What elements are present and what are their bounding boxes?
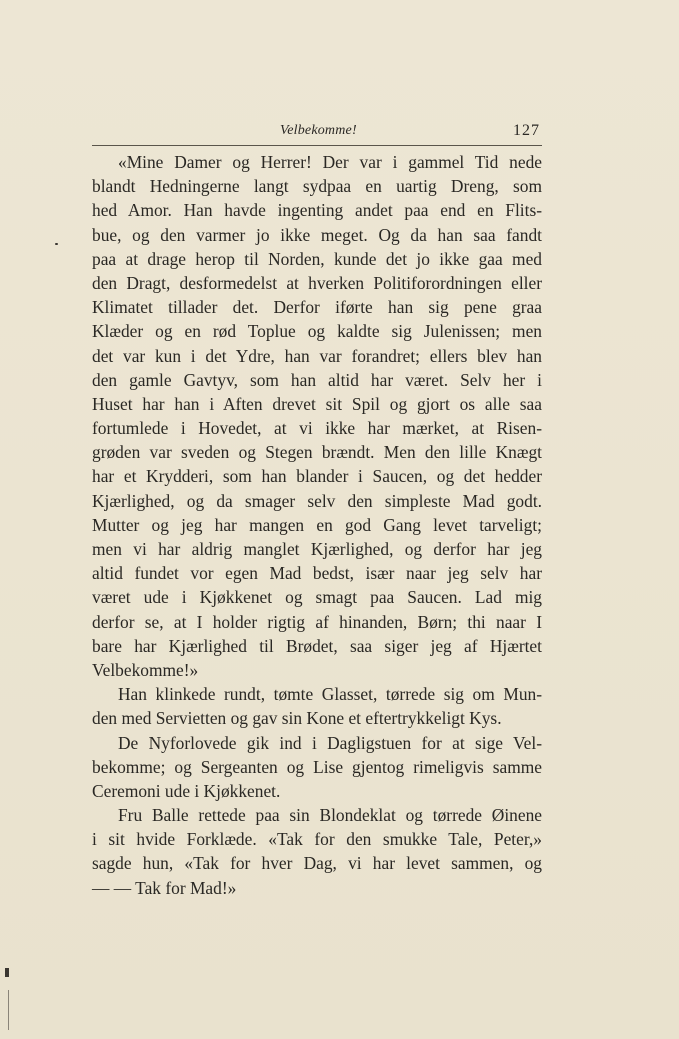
text-line: været ude i Kjøkkenet og smagt paa Saucen. Lad mig — [92, 587, 542, 608]
running-head — [92, 121, 542, 146]
text-line: den gamle Gavtyv, som han altid har været. Selv her i — [92, 369, 542, 390]
text-line: Klimatet tillader det. Derfor iførte han sig pene graa — [92, 297, 542, 318]
text-line: — — Tak for Mad!» — [92, 877, 237, 898]
text-line: Mutter og jeg har mangen en god Gang levet tarveligt; — [92, 514, 542, 535]
text-line: bue, og den varmer jo ikke meget. Og da han saa fandt — [92, 224, 542, 245]
binding-edge — [8, 990, 9, 1030]
text-line: Fru Balle rettede paa sin Blondeklat og tørrede Øinene — [118, 805, 542, 826]
text-line: men vi har aldrig manglet Kjærlighed, og derfor har jeg — [92, 539, 542, 559]
text-line: det var kun i det Ydre, han var forandret; ellers blev han — [92, 345, 542, 366]
text-line: paa at drage herop til Norden, kunde det jo ikke gaa med — [92, 248, 542, 269]
text-line: altid fundet vor egen Mad bedst, især naar jeg selv har — [92, 563, 542, 584]
body-text — [92, 150, 542, 900]
page-number: 127 — [513, 122, 540, 139]
text-line: hed Amor. Han havde ingenting andet paa end en Flits- — [92, 200, 542, 221]
text-line: Ceremoni ude i Kjøkkenet. — [92, 780, 281, 801]
text-line: i sit hvide Forklæde. «Tak for den smukke Tale, Peter,» — [92, 829, 542, 850]
text-line: den Dragt, desformedelst at hverken Politiforordningen eller — [92, 272, 542, 293]
text-line: Huset har han i Aften drevet sit Spil og gjort os alle saa — [92, 393, 542, 414]
margin-mark — [5, 968, 9, 977]
text-line: den med Servietten og gav sin Kone et eftertrykkeligt Kys. — [92, 708, 502, 729]
text-line: blandt Hedningerne langt sydpaa en uartig Dreng, som — [92, 176, 542, 197]
text-line: Kjærlighed, og da smager selv den simpleste Mad godt. — [92, 490, 542, 511]
text-line: sagde hun, «Tak for hver Dag, vi har levet sammen, og — [92, 853, 542, 874]
margin-speck — [55, 243, 58, 245]
text-line: grøden var sveden og Stegen brændt. Men den lille Knægt — [92, 442, 542, 463]
text-line: De Nyforlovede gik ind i Dagligstuen for at sige Vel- — [118, 732, 542, 753]
text-line: bare har Kjærlighed til Brødet, saa siger jeg af Hjærtet — [92, 635, 542, 656]
text-line: Klæder og en rød Toplue og kaldte sig Julenissen; men — [92, 321, 542, 342]
text-line: Velbekomme!» — [92, 659, 199, 680]
running-title: Velbekomme! — [280, 123, 357, 138]
text-line: derfor se, at I holder rigtig af hinanden, Børn; thi naar I — [92, 611, 542, 632]
text-line: «Mine Damer og Herrer! Der var i gammel Tid nede — [118, 152, 542, 172]
text-line: har et Krydderi, som han blander i Saucen, og det hedder — [92, 466, 542, 487]
text-line: fortumlede i Hovedet, at vi ikke har mærket, at Risen- — [92, 418, 542, 439]
text-line: bekomme; og Sergeanten og Lise gjentog rimeligvis samme — [92, 756, 542, 777]
text-line: Han klinkede rundt, tømte Glasset, tørrede sig om Mun- — [118, 684, 542, 705]
